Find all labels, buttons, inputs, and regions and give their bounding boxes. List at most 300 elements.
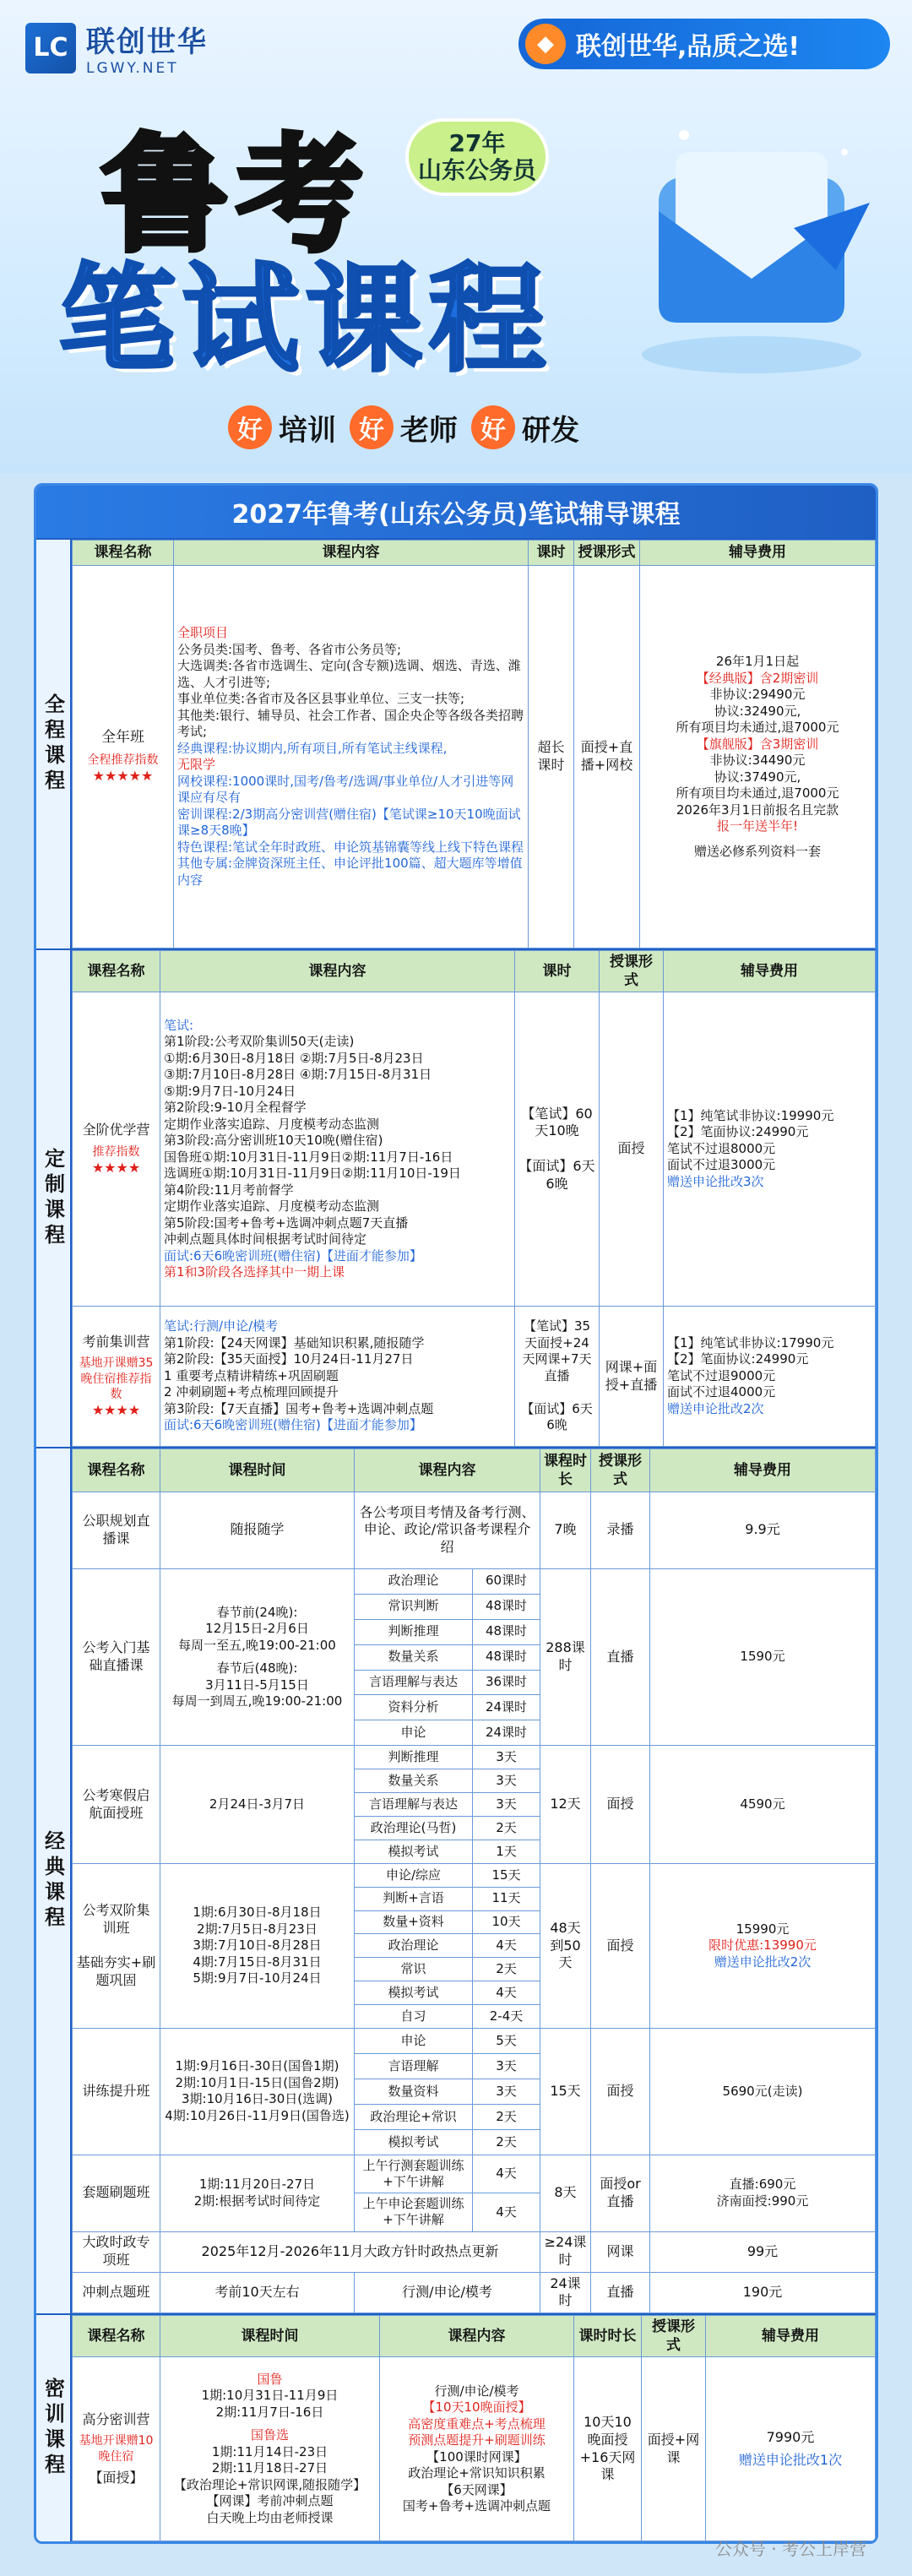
list-line: 第4阶段:11月考前督学 bbox=[164, 1182, 294, 1198]
list-line: 第3阶段:【7天直播】国考+鲁考+选调冲刺点题 bbox=[164, 1400, 434, 1416]
time-line: 3期:10月16日-30日(选调) bbox=[182, 2091, 333, 2107]
course-name: 冲刺点题班 bbox=[73, 2272, 160, 2312]
custom-course-table bbox=[72, 950, 876, 1447]
list-line: 第2阶段:【35天面授】10月24日-11月27日 bbox=[164, 1351, 414, 1367]
subject-name: 申论/综应 bbox=[355, 1863, 473, 1887]
hours-cell: 【笔试】35天面授+24天网课+7天直播 【面试】6天6晚 bbox=[515, 1307, 600, 1447]
list-line: 笔试: bbox=[164, 1017, 194, 1033]
list-line: ①期:6月30日-8月18日 ②期:7月5日-8月23日 bbox=[164, 1050, 424, 1066]
list-line: 面试:6天6晚密训班(赠住宿)【进面才能参加】 bbox=[164, 1417, 422, 1433]
list-line: ⑤期:9月7日-10月24日 bbox=[164, 1083, 296, 1099]
fee-lines bbox=[667, 1108, 871, 1191]
th-form: 授课形式 bbox=[574, 541, 640, 566]
time-line: 国鲁选 bbox=[250, 2427, 289, 2443]
content-line: 其他类:银行、辅导员、社会工作者、国企央企等各级各类招聘考试; bbox=[177, 707, 524, 739]
subject-name: 政治理论 bbox=[355, 1568, 473, 1594]
course-form: 录播 bbox=[591, 1492, 650, 1568]
slogan-pill bbox=[518, 19, 890, 69]
content-line: 高密度重难点+考点梳理 bbox=[408, 2416, 546, 2432]
recommend-label: 基地开课赠35晚住宿推荐指数 bbox=[79, 1356, 154, 1401]
wechat-footer: 公众号 · 考公上岸营 bbox=[714, 2539, 866, 2559]
subject-duration: 2天 bbox=[473, 1958, 540, 1981]
list-line: 面试不过退3000元 bbox=[667, 1157, 776, 1173]
course-length: 15天 bbox=[540, 2029, 591, 2155]
hours-cell: 超长课时 bbox=[529, 566, 574, 948]
course-name: 考前集训营 bbox=[82, 1333, 150, 1350]
subject-name: 上午申论套题训练+下午讲解 bbox=[355, 2193, 473, 2231]
subject-row bbox=[73, 2029, 876, 2054]
course-length: 10天10晚面授+16天网课 bbox=[574, 2357, 642, 2541]
content-line: 特色课程:笔试全年时政班、申论筑基锦囊等线上线下特色课程 bbox=[177, 839, 524, 855]
slogan-text: 联创世华,品质之选! bbox=[576, 32, 801, 62]
list-line: 赠送申论批改3次 bbox=[667, 1173, 764, 1189]
content-line: 【100课时网课】 bbox=[426, 2448, 527, 2465]
time-line: 【网课】考前冲刺点题 bbox=[206, 2493, 334, 2509]
logo-mark: LC bbox=[25, 23, 76, 73]
course-time: 考前10天左右 bbox=[160, 2272, 355, 2312]
section-full-course bbox=[36, 538, 876, 948]
fee-line: 所有项目均未通过,退7000元 bbox=[676, 785, 839, 801]
subject-duration: 4天 bbox=[473, 1934, 540, 1958]
subject-duration: 11天 bbox=[473, 1887, 540, 1910]
content-line: 政治理论+常识知识积累 bbox=[408, 2465, 546, 2481]
list-line: ③期:7月10日-8月28日 ④期:7月15日-8月31日 bbox=[164, 1067, 432, 1083]
course-name: 全阶优学营 bbox=[82, 1121, 150, 1138]
fee-line: 报一年送半年! bbox=[716, 818, 798, 834]
time-line: 3期:7月10日-8月28日 bbox=[193, 1937, 322, 1954]
subject-duration: 48课时 bbox=[473, 1594, 540, 1619]
list-line: 第1阶段:公考双阶集训50天(走读) bbox=[164, 1034, 355, 1050]
course-form: 直播 bbox=[591, 2272, 650, 2312]
list-line: 定期作业落实追踪、月度模考动态监测 bbox=[164, 1116, 380, 1132]
th-length: 课时时长 bbox=[574, 2316, 642, 2357]
section-label: 全程课程 bbox=[36, 540, 72, 948]
practice-course-rows bbox=[73, 2029, 876, 2155]
th-time: 课程时间 bbox=[160, 2316, 380, 2357]
fee-line: 非协议:29490元 bbox=[709, 687, 806, 702]
course-name-cell bbox=[73, 2357, 160, 2541]
subject-name: 数量资料 bbox=[355, 2079, 473, 2104]
fee-line: 26年1月1日起 bbox=[715, 654, 800, 669]
full-course-table bbox=[72, 540, 876, 948]
th-hours: 课时 bbox=[515, 951, 600, 992]
fee-line: 所有项目均未通过,退7000元 bbox=[676, 720, 839, 735]
time-line: 1期:10月31日-11月9日 bbox=[201, 2388, 339, 2404]
course-time: 随报随学 bbox=[160, 1492, 355, 1568]
hero-title-1: 鲁考 bbox=[101, 122, 372, 269]
time-line: 【政治理论+常识网课,随报随学】 bbox=[173, 2476, 366, 2492]
content-lines bbox=[177, 625, 524, 889]
course-name: 公考寒假启航面授班 bbox=[73, 1746, 160, 1863]
course-time bbox=[160, 1568, 355, 1746]
subject-duration: 48课时 bbox=[473, 1644, 540, 1670]
time-line: 春节前(24晚): bbox=[216, 1604, 298, 1620]
subject-duration: 5天 bbox=[473, 2029, 540, 2054]
basic-course-rows bbox=[73, 1568, 876, 1746]
th-content: 课程内容 bbox=[380, 2316, 574, 2357]
subject-duration: 4天 bbox=[473, 2193, 540, 2231]
list-line: 第1和3阶段各选择其中一期上课 bbox=[164, 1264, 345, 1280]
form-cell: 面授 bbox=[600, 992, 664, 1307]
fee-lines bbox=[643, 654, 871, 860]
subject-row bbox=[73, 2155, 876, 2193]
brand-name: 联创世华 bbox=[86, 25, 208, 59]
section-label: 定制课程 bbox=[36, 950, 72, 1447]
th-form: 授课形式 bbox=[600, 951, 664, 992]
course-content-cell bbox=[160, 992, 515, 1307]
subject-duration: 3天 bbox=[473, 1769, 540, 1793]
hours-cell: 【笔试】60天10晚 【面试】6天6晚 bbox=[515, 992, 600, 1307]
content-line: 公务员类:国考、鲁考、各省市公务员等; bbox=[177, 641, 402, 657]
time-line: 1期:6月30日-8月18日 bbox=[193, 1905, 322, 1921]
course-length: 48天到50天 bbox=[540, 1863, 591, 2028]
course-name: 公考入门基础直播课 bbox=[73, 1568, 160, 1746]
th-content: 课程内容 bbox=[160, 951, 515, 992]
subject-row bbox=[73, 1568, 876, 1594]
year-badge bbox=[405, 118, 549, 196]
course-time-cell bbox=[160, 2357, 380, 2541]
subject-duration: 24课时 bbox=[473, 1720, 540, 1746]
course-form: 直播 bbox=[591, 1568, 650, 1746]
winter-course-rows bbox=[73, 1746, 876, 1863]
tagline-training bbox=[228, 405, 336, 449]
course-form: 面授 bbox=[591, 2029, 650, 2155]
fee-bonus: 赠送申论批改1次 bbox=[738, 2451, 843, 2468]
subject-name: 言语理解与表达 bbox=[355, 1793, 473, 1817]
course-form: 面授 bbox=[591, 1863, 650, 2028]
tagline-row bbox=[228, 405, 579, 449]
classic-course-table bbox=[72, 1448, 876, 2313]
subject-name: 政治理论+常识 bbox=[355, 2104, 473, 2129]
time-line: 白天晚上均由老师授课 bbox=[206, 2509, 334, 2525]
course-length: 7晚 bbox=[540, 1492, 591, 1568]
form-cell: 网课+面授+直播 bbox=[600, 1307, 664, 1447]
subject-name: 言语理解 bbox=[355, 2053, 473, 2079]
content-lines bbox=[383, 2383, 570, 2515]
recommend-label: 基地开课赠10晚住宿 bbox=[79, 2434, 154, 2464]
subject-name: 政治理论 bbox=[355, 1934, 473, 1958]
subject-row bbox=[73, 1863, 876, 1887]
section-label: 经典课程 bbox=[36, 1448, 72, 2313]
subject-name: 政治理论(马哲) bbox=[355, 1817, 473, 1840]
hao-badge: 好 bbox=[228, 405, 272, 449]
intensive-course-table bbox=[72, 2315, 876, 2541]
course-length: 24课时 bbox=[540, 2272, 591, 2312]
diamond-icon: ◆ bbox=[525, 24, 566, 64]
fee-cell bbox=[664, 1307, 876, 1447]
subject-name: 判断推理 bbox=[355, 1746, 473, 1769]
brand-logo[interactable] bbox=[25, 19, 208, 77]
badge-line1: 27年 bbox=[448, 128, 506, 157]
hero-title-2: 笔试课程 bbox=[59, 252, 553, 388]
course-time bbox=[160, 2155, 355, 2231]
time-lines bbox=[164, 2372, 376, 2527]
time-line: 1期:11月14日-23日 bbox=[211, 2443, 328, 2459]
list-line: 国鲁班①期:10月31日-11月9日②期:11月7日-16日 bbox=[164, 1149, 453, 1165]
form-cell: 面授+直播+网校 bbox=[574, 566, 640, 948]
list-line: 定期作业落实追踪、月度模考动态监测 bbox=[164, 1198, 380, 1215]
list-line: 笔试不过退8000元 bbox=[667, 1140, 776, 1156]
list-line: 面试:6天6晚密训班(赠住宿)【进面才能参加】 bbox=[164, 1247, 422, 1264]
content-line: 密训课程:2/3期高分密训营(赠住宿)【笔试课≥10天10晚面试课≥8天8晚】 bbox=[177, 806, 521, 838]
course-content: 各公考项目考情及备考行测、申论、政论/常识备考课程介绍 bbox=[355, 1492, 540, 1568]
time-line: 12月15日-2月6日 bbox=[205, 1621, 309, 1637]
fee-lines bbox=[667, 1335, 871, 1418]
subject-duration: 3天 bbox=[473, 1793, 540, 1817]
course-form: 面授or直播 bbox=[591, 2155, 650, 2231]
subject-duration: 24课时 bbox=[473, 1695, 540, 1720]
subject-name: 上午行测套题训练+下午讲解 bbox=[355, 2155, 473, 2193]
subject-name: 言语理解与表达 bbox=[355, 1670, 473, 1695]
course-content-cell bbox=[160, 1307, 515, 1447]
list-line: 笔试不过退9000元 bbox=[667, 1367, 776, 1383]
hero-banner bbox=[0, 0, 912, 473]
course-content: 行测/申论/模考 bbox=[355, 2272, 540, 2312]
list-line: 2 冲刺刷题+考点梳理回顾提升 bbox=[164, 1384, 339, 1400]
course-name-cell bbox=[73, 992, 160, 1307]
card-title: 2027年鲁考(山东公务员)笔试辅导课程 bbox=[36, 486, 876, 538]
course-content-cell bbox=[174, 566, 529, 948]
fee-line: 2026年3月1日前报名且完款 bbox=[676, 802, 839, 818]
dual-course-rows bbox=[73, 1863, 876, 2028]
subject-duration: 2天 bbox=[473, 1817, 540, 1840]
content-line: 大选调类:各省市选调生、定向(含专额)选调、烟选、青选、潍选、人才引进等; bbox=[177, 658, 521, 690]
envelope-illustration bbox=[625, 101, 878, 380]
time-line: 2期:10月1日-15日(国鲁2期) bbox=[175, 2074, 339, 2090]
time-line: 4期:10月26日-11月9日(国鲁选) bbox=[165, 2107, 350, 2123]
subject-duration: 1天 bbox=[473, 1840, 540, 1863]
content-line: 【10天10晚面授】 bbox=[422, 2399, 531, 2416]
th-form: 授课形式 bbox=[591, 1449, 650, 1492]
th-length: 课程时长 bbox=[540, 1449, 591, 1492]
content-line: 国考+鲁考+选调冲刺点题 bbox=[402, 2498, 551, 2514]
subject-row bbox=[73, 1746, 876, 1769]
subject-name: 判断+言语 bbox=[355, 1887, 473, 1910]
subject-duration: 3天 bbox=[473, 2079, 540, 2104]
fee-line: 15990元 bbox=[736, 1921, 790, 1937]
course-time bbox=[160, 1746, 355, 1863]
section-intensive-course bbox=[36, 2313, 876, 2541]
list-line: 第2阶段:9-10月全程督学 bbox=[164, 1100, 307, 1116]
course-time bbox=[160, 2029, 355, 2155]
subject-name: 申论 bbox=[355, 2029, 473, 2054]
recommend-label: 全程推荐指数 bbox=[87, 753, 159, 767]
time-line: 2月24日-3月7日 bbox=[209, 1796, 306, 1812]
tag-text: 老师 bbox=[400, 413, 458, 448]
th-content: 课程内容 bbox=[174, 541, 529, 566]
list-line: 面试不过退4000元 bbox=[667, 1384, 776, 1400]
th-name: 课程名称 bbox=[73, 2316, 160, 2357]
list-line: 冲刺点题具体时间根据考试时间待定 bbox=[164, 1231, 367, 1247]
content-line: 其他专属:金牌资深班主任、申论评批100篇、超大题库等增值内容 bbox=[177, 856, 523, 888]
content-line: 经典课程:协议期内,所有项目,所有笔试主线课程, bbox=[177, 740, 448, 756]
time-line: 每周一至五,晚19:00-21:00 bbox=[178, 1637, 336, 1653]
tagline-research bbox=[471, 405, 579, 449]
th-fee: 辅导费用 bbox=[706, 2316, 876, 2357]
time-line: 每周一到周五,晚19:00-21:00 bbox=[171, 1693, 343, 1709]
subject-duration: 2天 bbox=[473, 2129, 540, 2155]
course-fee: 99元 bbox=[650, 2231, 876, 2272]
subject-name: 数量关系 bbox=[355, 1769, 473, 1793]
time-line: 5期:9月7日-10月24日 bbox=[193, 1970, 322, 1986]
course-name: 大政时政专项班 bbox=[73, 2231, 160, 2272]
list-line: 选调班①期:10月31日-11月9日②期:11月10日-19日 bbox=[164, 1166, 461, 1182]
subject-duration: 60课时 bbox=[473, 1568, 540, 1594]
th-form: 授课形式 bbox=[642, 2316, 706, 2357]
content-line: 事业单位类:各省市及各区县事业单位、三支一扶等; bbox=[177, 691, 465, 706]
fee-cell bbox=[640, 566, 876, 948]
course-fee: 5690元(走读) bbox=[650, 2029, 876, 2155]
content-line: 全职项目 bbox=[177, 625, 229, 640]
list-line: 【2】笔面协议:24990元 bbox=[667, 1124, 809, 1140]
course-length: 288课时 bbox=[540, 1568, 591, 1746]
time-line: 1期:9月16日-30日(国鲁1期) bbox=[175, 2058, 339, 2074]
rating-stars: ★★★★ bbox=[91, 1159, 141, 1176]
th-name: 课程名称 bbox=[73, 951, 160, 992]
content-line: 预测点题提升+刷题训练 bbox=[408, 2432, 546, 2448]
course-form: 面授 bbox=[591, 1746, 650, 1863]
fee-line: 协议:37490元, bbox=[714, 769, 801, 785]
course-form: 面授+网课 bbox=[642, 2357, 706, 2541]
time-line: 2期:11月18日-27日 bbox=[211, 2460, 328, 2476]
content-line: 行测/申论/模考 bbox=[434, 2383, 519, 2399]
fee-line: 限时优惠:13990元 bbox=[708, 1937, 817, 1954]
time-line bbox=[164, 1654, 350, 1660]
section-label: 密训课程 bbox=[36, 2315, 72, 2541]
course-name: 公职规划直播课 bbox=[73, 1492, 160, 1568]
list-line: 【1】纯笔试非协议:19990元 bbox=[667, 1107, 834, 1123]
rating-stars: ★★★★ bbox=[91, 1401, 141, 1418]
th-name: 课程名称 bbox=[73, 1449, 160, 1492]
course-name: 全年班 bbox=[101, 729, 144, 747]
time-line: 2期:7月5日-8月23日 bbox=[197, 1921, 318, 1937]
subject-name: 数量+资料 bbox=[355, 1910, 473, 1934]
course-name: 讲练提升班 bbox=[73, 2029, 160, 2155]
fee-line: 协议:32490元, bbox=[714, 703, 801, 719]
course-fee: 9.9元 bbox=[650, 1492, 876, 1568]
list-line: 赠送申论批改2次 bbox=[667, 1400, 764, 1416]
section-classic-course bbox=[36, 1447, 876, 2313]
recommend-label: 推荐指数 bbox=[92, 1144, 140, 1159]
hao-badge: 好 bbox=[350, 405, 394, 449]
list-line: 【1】纯笔试非协议:17990元 bbox=[667, 1334, 834, 1350]
time-line: 4期:7月15日-8月31日 bbox=[193, 1954, 322, 1970]
subject-name: 常识判断 bbox=[355, 1594, 473, 1619]
course-content-cell bbox=[380, 2357, 574, 2541]
fee-cell bbox=[664, 992, 876, 1307]
course-name: 高分密训营 bbox=[82, 2410, 150, 2427]
course-card bbox=[34, 483, 878, 2544]
subject-duration: 48课时 bbox=[473, 1619, 540, 1644]
time-line: 3月11日-5月15日 bbox=[205, 1677, 309, 1693]
content-lines bbox=[164, 1018, 511, 1281]
tag-text: 培训 bbox=[279, 413, 336, 448]
time-line bbox=[164, 2421, 376, 2427]
list-line: 第1阶段:【24天网课】基础知识积累,随报随学 bbox=[164, 1334, 425, 1350]
hao-badge: 好 bbox=[471, 405, 515, 449]
section-custom-course bbox=[36, 948, 876, 1447]
subject-name: 模拟考试 bbox=[355, 2129, 473, 2155]
subject-duration: 3天 bbox=[473, 2053, 540, 2079]
subject-name: 常识 bbox=[355, 1958, 473, 1981]
fee-line: 【经典版】含2期密训 bbox=[696, 670, 819, 686]
course-length: 8天 bbox=[540, 2155, 591, 2231]
subject-duration: 3天 bbox=[473, 1746, 540, 1769]
subject-duration: 2-4天 bbox=[473, 2005, 540, 2029]
course-fee: 4590元 bbox=[650, 1746, 876, 1863]
course-fee: 7990元 bbox=[766, 2428, 815, 2445]
th-hours: 课时 bbox=[529, 541, 574, 566]
course-time bbox=[160, 1863, 355, 2028]
th-fee: 辅导费用 bbox=[650, 1449, 876, 1492]
subject-duration: 15天 bbox=[473, 1863, 540, 1887]
badge-line2: 山东公务员 bbox=[417, 156, 536, 184]
course-fee: 直播:690元 济南面授:990元 bbox=[650, 2155, 876, 2231]
rating-stars: ★★★★★ bbox=[92, 767, 154, 784]
course-name-cell bbox=[73, 1307, 160, 1447]
time-line: 国鲁 bbox=[257, 2371, 283, 2387]
fee-line: 非协议:34490元 bbox=[709, 753, 806, 768]
list-line: 第5阶段:国考+鲁考+选调冲刺点题7天直播 bbox=[164, 1215, 409, 1231]
tag-text: 研发 bbox=[522, 413, 579, 448]
th-time: 课程时间 bbox=[160, 1449, 355, 1492]
th-name: 课程名称 bbox=[73, 541, 174, 566]
th-fee: 辅导费用 bbox=[664, 951, 876, 992]
time-line: 2期:11月7日-16日 bbox=[215, 2404, 324, 2420]
time-line: 春节后(48晚): bbox=[216, 1660, 298, 1677]
course-name-cell bbox=[73, 566, 174, 948]
list-line: 【2】笔面协议:24990元 bbox=[667, 1351, 809, 1367]
content-line: 无限学 bbox=[177, 757, 216, 772]
course-length: ≥24课时 bbox=[540, 2231, 591, 2272]
subject-name: 自习 bbox=[355, 2005, 473, 2029]
course-length: 12天 bbox=[540, 1746, 591, 1863]
subject-name: 资料分析 bbox=[355, 1695, 473, 1720]
subject-name: 数量关系 bbox=[355, 1644, 473, 1670]
subject-duration: 2天 bbox=[473, 2104, 540, 2129]
subject-name: 模拟考试 bbox=[355, 1981, 473, 2005]
subject-duration: 36课时 bbox=[473, 1670, 540, 1695]
subject-name: 模拟考试 bbox=[355, 1840, 473, 1863]
subject-duration: 4天 bbox=[473, 2155, 540, 2193]
subject-name: 申论 bbox=[355, 1720, 473, 1746]
list-line: 第3阶段:高分密训班10天10晚(赠住宿) bbox=[164, 1133, 383, 1149]
drill-course-rows bbox=[73, 2155, 876, 2231]
time-line: 1期:11月20日-27日 bbox=[198, 2177, 316, 2193]
subject-duration: 10天 bbox=[473, 1910, 540, 1934]
tagline-teacher bbox=[350, 405, 458, 449]
content-lines bbox=[164, 1318, 511, 1434]
th-fee: 辅导费用 bbox=[640, 541, 876, 566]
course-mode: 【面授】 bbox=[89, 2469, 144, 2486]
content-line: 网校课程:1000课时,国考/鲁考/选调/事业单位/人才引进等网课应有尽有 bbox=[177, 773, 514, 805]
course-fee: 190元 bbox=[650, 2272, 876, 2312]
course-form: 网课 bbox=[591, 2231, 650, 2272]
subject-duration: 4天 bbox=[473, 1981, 540, 2005]
th-content: 课程内容 bbox=[355, 1449, 540, 1492]
brand-url: LGWY.NET bbox=[86, 60, 179, 77]
course-name: 公考双阶集训班 基础夯实+刷题巩固 bbox=[73, 1863, 160, 2028]
time-line: 2期:根据考试时间待定 bbox=[193, 2193, 321, 2209]
fee-line: 赠送申论批改2次 bbox=[714, 1954, 812, 1970]
content-line: 【6天网课】 bbox=[441, 2481, 513, 2497]
course-name: 套题刷题班 bbox=[73, 2155, 160, 2231]
course-fee bbox=[650, 1863, 876, 2028]
list-line: 1 重要考点精讲精练+巩固刷题 bbox=[164, 1367, 339, 1383]
list-line: 笔试:行测/申论/模考 bbox=[164, 1318, 279, 1334]
course-time: 2025年12月-2026年11月大政方针时政热点更新 bbox=[160, 2231, 540, 2272]
subject-name: 判断推理 bbox=[355, 1619, 473, 1644]
